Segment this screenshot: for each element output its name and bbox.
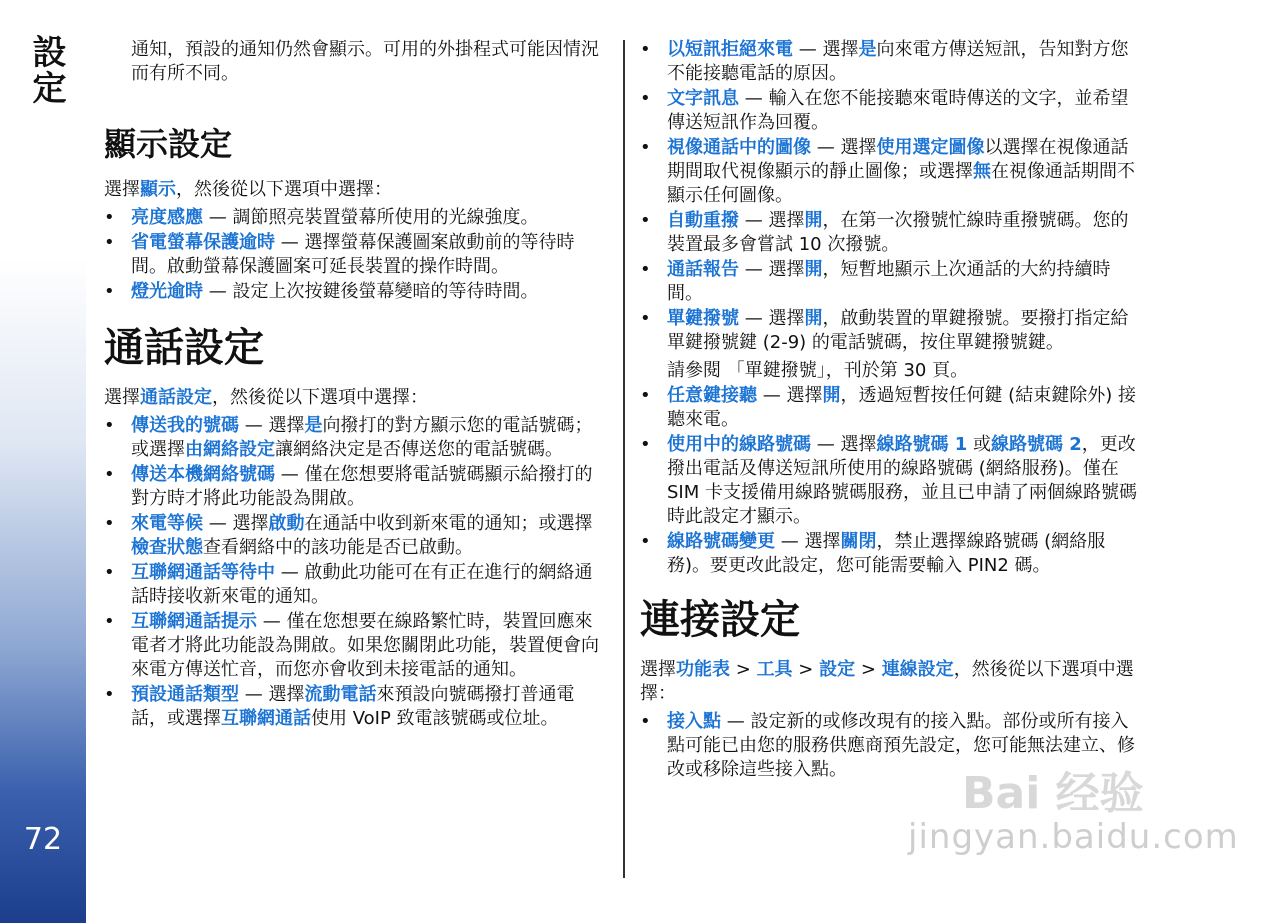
option-desc: — 選擇 — [239, 684, 305, 705]
option-desc: ，在第一次撥號忙線時重撥號碼。您的裝置最多會嘗試 10 次撥號。 — [667, 210, 1129, 255]
list-item — [104, 610, 608, 682]
option-desc: — 選擇 — [775, 531, 841, 552]
call-options-list — [104, 414, 608, 731]
option-name: 互聯網通話提示 — [131, 611, 257, 632]
option-desc: — 僅在您想要將電話號碼顯示給撥打的對方時才將此功能設為開啟。 — [131, 464, 593, 509]
option-name: 使用中的線路號碼 — [667, 434, 811, 455]
intro-paragraph: 通知，預設的通知仍然會顯示。可用的外掛程式可能因情況而有所不同。 — [131, 39, 599, 84]
list-item — [640, 136, 1146, 208]
call-select-line — [104, 386, 608, 410]
option-name: 亮度感應 — [131, 207, 203, 228]
option-value: 開 — [804, 308, 823, 329]
list-item — [640, 87, 1146, 135]
list-item — [104, 561, 608, 609]
watermark-logo: Bai 经验 — [962, 768, 1144, 819]
option-value: 流動電話 — [304, 684, 377, 705]
option-desc: — 選擇 — [239, 415, 305, 436]
option-desc: 在視像通話期間不顯示任何圖像。 — [667, 161, 1135, 206]
option-desc: — 選擇 — [203, 513, 269, 534]
option-value: 是 — [858, 39, 877, 60]
option-name: 視像通話中的圖像 — [667, 137, 811, 158]
option-desc: — 輸入在您不能接聽來電時傳送的文字，並希望傳送短訊作為回覆。 — [667, 88, 1129, 133]
right-column — [640, 38, 1146, 783]
select-text: 選擇 — [104, 179, 140, 200]
option-desc: 或 — [967, 434, 991, 455]
chevron-right-icon: > — [735, 659, 751, 680]
option-desc: — 僅在您想要在線路繁忙時，裝置回應來電者才將此功能設為開啟。如果您關閉此功能，裝置便會向來電方傳送忙音，而您亦會收到未接電話的通知。 — [131, 611, 599, 680]
watermark-url: jingyan.baidu.com — [908, 817, 1239, 857]
call-options-list-continued-2 — [640, 384, 1146, 578]
list-item — [640, 384, 1146, 432]
path-menu: 功能表 — [676, 659, 730, 680]
select-text: ，然後從以下選項中選擇： — [176, 179, 392, 200]
list-item — [640, 209, 1146, 257]
option-name: 線路號碼變更 — [667, 531, 775, 552]
option-value: 由網絡設定 — [185, 439, 275, 460]
list-item — [640, 307, 1146, 355]
option-value: 檢查狀態 — [131, 537, 203, 558]
list-item — [640, 38, 1146, 86]
page-number: 72 — [23, 822, 63, 857]
option-desc: 在通話中收到新來電的通知；或選擇 — [304, 513, 593, 534]
option-name: 燈光逾時 — [131, 281, 203, 302]
option-value: 開 — [804, 210, 823, 231]
option-desc: — 調節照亮裝置螢幕所使用的光線強度。 — [203, 207, 539, 228]
reference-note: 請參閱 「單鍵撥號」，刊於第 30 頁。 — [667, 360, 969, 381]
option-value: 互聯網通話 — [221, 708, 311, 729]
column-divider — [623, 40, 625, 878]
option-value: 是 — [304, 415, 323, 436]
option-desc: ，更改撥出電話及傳送短訊所使用的線路號碼 (網絡服務)。僅在 SIM 卡支援備用線路號碼服務，並且已申請了兩個線路號碼時此設定才顯示。 — [667, 434, 1137, 527]
display-settings-heading: 顯示設定 — [104, 125, 233, 163]
option-name: 省電螢幕保護逾時 — [131, 232, 275, 253]
option-name: 接入點 — [667, 711, 721, 732]
list-item — [640, 258, 1146, 306]
option-desc: — 選擇 — [811, 137, 877, 158]
list-item — [640, 530, 1146, 578]
option-name: 通話報告 — [667, 259, 739, 280]
option-desc: — 選擇 — [757, 385, 823, 406]
option-desc: ，短暫地顯示上次通話的大約持續時間。 — [667, 259, 1111, 304]
chevron-right-icon: > — [798, 659, 814, 680]
option-desc: — 選擇 — [793, 39, 859, 60]
option-desc: — 設定上次按鍵後螢幕變暗的等待時間。 — [203, 281, 539, 302]
connection-settings-heading: 連接設定 — [640, 597, 800, 643]
option-desc: — 啟動此功能可在有正在進行的網絡通話時接收新來電的通知。 — [131, 562, 593, 607]
display-select-line — [104, 178, 608, 202]
list-item — [104, 463, 608, 511]
option-name: 任意鍵接聽 — [667, 385, 757, 406]
list-item — [104, 683, 608, 731]
option-name: 來電等候 — [131, 513, 203, 534]
chevron-right-icon: > — [860, 659, 876, 680]
option-desc: — 選擇 — [811, 434, 877, 455]
path-connection-settings: 連線設定 — [881, 659, 954, 680]
option-display: 顯示 — [140, 179, 176, 200]
select-text: 選擇 — [640, 659, 676, 680]
list-item — [104, 231, 608, 279]
option-value: 關閉 — [840, 531, 877, 552]
option-desc: 以選擇在視像通話期間取代視像顯示的靜止圖像；或選擇 — [667, 137, 1129, 182]
option-name: 以短訊拒絕來電 — [667, 39, 793, 60]
list-item — [104, 206, 608, 230]
option-name: 互聯網通話等待中 — [131, 562, 275, 583]
option-desc: 使用 VoIP 致電該號碼或位址。 — [311, 708, 559, 729]
connection-options-list — [640, 710, 1146, 782]
path-settings: 設定 — [819, 659, 856, 680]
option-value: 啟動 — [268, 513, 305, 534]
display-options-list — [104, 206, 608, 304]
option-desc: — 選擇 — [739, 259, 805, 280]
option-name: 傳送我的號碼 — [131, 415, 239, 436]
option-value: 線路號碼 2 — [990, 434, 1082, 455]
option-name: 傳送本機網絡號碼 — [131, 464, 275, 485]
option-name: 文字訊息 — [667, 88, 739, 109]
option-desc: — 選擇 — [739, 308, 805, 329]
list-item — [104, 512, 608, 560]
option-desc: ，透過短暫按任何鍵 (結束鍵除外) 接聽來電。 — [667, 385, 1136, 430]
option-desc: 讓網絡決定是否傳送您的電話號碼。 — [275, 439, 563, 460]
call-options-list-continued — [640, 38, 1146, 355]
option-value: 無 — [973, 161, 991, 182]
option-desc: 查看網絡中的該功能是否已啟動。 — [203, 537, 473, 558]
connection-select-line — [640, 658, 1146, 706]
list-item — [640, 433, 1146, 529]
call-settings-heading: 通話設定 — [104, 325, 264, 371]
select-text: 選擇 — [104, 387, 140, 408]
option-desc: — 選擇螢幕保護圖案啟動前的等待時間。啟動螢幕保護圖案可延長裝置的操作時間。 — [131, 232, 575, 277]
option-desc: — 設定新的或修改現有的接入點。部份或所有接入點可能已由您的服務供應商預先設定，您可能無法建立、修改或移除這些接入點。 — [667, 711, 1135, 780]
left-column — [104, 38, 608, 732]
option-desc: 向撥打的對方顯示您的電話號碼；或選擇 — [131, 415, 593, 460]
sidebar — [0, 0, 86, 923]
list-item — [104, 414, 608, 462]
option-name: 自動重撥 — [667, 210, 739, 231]
option-desc: ，禁止選擇線路號碼 (網絡服務)。要更改此設定，您可能需要輸入 PIN2 碼。 — [667, 531, 1106, 576]
select-text: ，然後從以下選項中選擇： — [640, 659, 1134, 704]
option-name: 預設通話類型 — [131, 684, 239, 705]
list-item — [104, 280, 608, 304]
path-tools: 工具 — [756, 659, 793, 680]
option-value: 使用選定圖像 — [876, 137, 985, 158]
option-value: 開 — [804, 259, 823, 280]
list-item — [640, 710, 1146, 782]
option-value: 線路號碼 1 — [876, 434, 968, 455]
option-desc: 向來電方傳送短訊，告知對方您不能接聽電話的原因。 — [667, 39, 1129, 84]
option-call-settings: 通話設定 — [140, 387, 212, 408]
option-name: 單鍵撥號 — [667, 308, 739, 329]
option-desc: 來預設向號碼撥打普通電話，或選擇 — [131, 684, 575, 729]
option-value: 開 — [822, 385, 841, 406]
option-desc: ，啟動裝置的單鍵撥號。要撥打指定給單鍵撥號鍵 (2-9) 的電話號碼，按住單鍵撥號鍵。 — [667, 308, 1129, 353]
option-desc: — 選擇 — [739, 210, 805, 231]
select-text: ，然後從以下選項中選擇： — [212, 387, 428, 408]
section-title: 設定 — [26, 34, 66, 106]
